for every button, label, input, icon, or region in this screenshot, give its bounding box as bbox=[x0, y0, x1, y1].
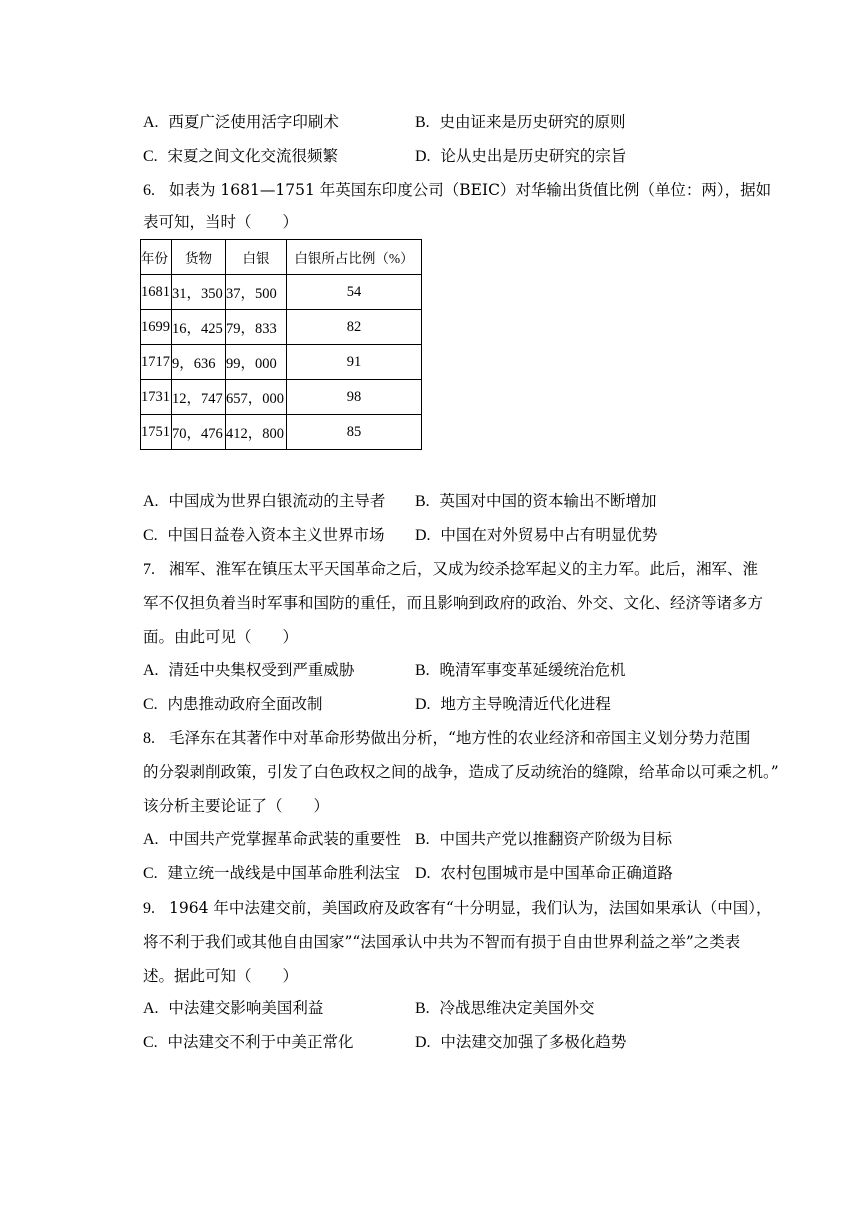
q7-option-b[interactable] bbox=[415, 658, 626, 680]
table-cell-year: 1699 bbox=[141, 310, 172, 345]
table-row bbox=[141, 415, 422, 450]
option-letter: B. bbox=[415, 1000, 430, 1017]
q5-options-row-2 bbox=[143, 144, 763, 170]
table-cell-silver: 79，833 bbox=[226, 310, 287, 345]
option-letter: D. bbox=[415, 865, 431, 882]
table-row bbox=[141, 380, 422, 415]
q8-stem-line-1 bbox=[143, 725, 763, 752]
table-header-cell: 货物 bbox=[172, 240, 226, 275]
q7-options-row-2 bbox=[143, 692, 763, 718]
option-text: 建立统一战线是中国革命胜利法宝 bbox=[167, 864, 401, 882]
q7-stem-line-2 bbox=[143, 590, 763, 616]
q8-option-c[interactable] bbox=[143, 861, 400, 883]
option-text: 中国日益卷入资本主义世界市场 bbox=[167, 526, 385, 544]
question-text: 毛泽东在其著作中对革命形势做出分析，“地方性的农业经济和帝国主义划分势力范围 bbox=[169, 729, 751, 747]
q9-stem-line-2 bbox=[143, 929, 763, 955]
option-letter: B. bbox=[415, 831, 430, 848]
q6-stem-line-2 bbox=[143, 209, 763, 235]
question-text: 面。由此可见（ ） bbox=[143, 628, 299, 646]
table-header-cell: 白银 bbox=[226, 240, 287, 275]
option-text: 晚清军事变革延缓统治危机 bbox=[439, 661, 626, 679]
question-number: 6. bbox=[143, 182, 155, 199]
option-text: 中国共产党以推翻资产阶级为目标 bbox=[439, 830, 673, 848]
q5-option-b[interactable] bbox=[415, 110, 626, 132]
table-header-row bbox=[141, 240, 422, 275]
option-letter: D. bbox=[415, 1034, 431, 1051]
option-letter: D. bbox=[415, 148, 431, 165]
option-letter: C. bbox=[143, 696, 158, 713]
q9-option-d[interactable] bbox=[415, 1030, 626, 1052]
q6-option-b[interactable] bbox=[415, 489, 657, 511]
option-letter: C. bbox=[143, 527, 158, 544]
table-cell-year: 1717 bbox=[141, 345, 172, 380]
q8-stem-line-2 bbox=[143, 759, 779, 785]
q9-stem-line-3 bbox=[143, 963, 763, 989]
q8-option-a[interactable] bbox=[143, 827, 401, 849]
q6-stem-line-1 bbox=[143, 177, 772, 204]
table-header-cell: 白银所占比例（%） bbox=[287, 240, 422, 275]
table-cell-year: 1681 bbox=[141, 275, 172, 310]
table-cell-goods: 9，636 bbox=[172, 345, 226, 380]
q7-stem-line-3 bbox=[143, 624, 763, 650]
q5-option-d[interactable] bbox=[415, 144, 626, 166]
q6-options-row-2 bbox=[143, 523, 763, 549]
q6-options-row-1 bbox=[143, 489, 763, 515]
table-cell-silver: 37，500 bbox=[226, 275, 287, 310]
q7-option-d[interactable] bbox=[415, 692, 611, 714]
q8-stem-line-3 bbox=[143, 793, 763, 819]
question-number: 7. bbox=[143, 561, 155, 578]
option-text: 中国在对外贸易中占有明显优势 bbox=[440, 526, 658, 544]
table-cell-goods: 70，476 bbox=[172, 415, 226, 450]
option-letter: D. bbox=[415, 696, 431, 713]
option-letter: C. bbox=[143, 865, 158, 882]
option-letter: B. bbox=[415, 493, 430, 510]
question-text: 湘军、淮军在镇压太平天国革命之后，又成为绞杀捻军起义的主力军。此后，湘军、淮 bbox=[169, 560, 759, 578]
option-letter: A. bbox=[143, 493, 159, 510]
option-text: 史由证来是历史研究的原则 bbox=[439, 113, 626, 131]
q9-option-c[interactable] bbox=[143, 1030, 354, 1052]
option-letter: A. bbox=[143, 1000, 159, 1017]
option-text: 论从史出是历史研究的宗旨 bbox=[440, 147, 627, 165]
option-letter: A. bbox=[143, 114, 159, 131]
q7-options-row-1 bbox=[143, 658, 763, 684]
option-letter: A. bbox=[143, 831, 159, 848]
q6-option-a[interactable] bbox=[143, 489, 385, 511]
q7-option-a[interactable] bbox=[143, 658, 354, 680]
option-text: 中国成为世界白银流动的主导者 bbox=[168, 492, 386, 510]
option-letter: D. bbox=[415, 527, 431, 544]
question-text: 如表为 1681—1751 年英国东印度公司（BEIC）对华输出货值比例（单位：两），据如 bbox=[169, 181, 772, 199]
table-cell-goods: 12，747 bbox=[172, 380, 226, 415]
q9-option-a[interactable] bbox=[143, 996, 323, 1018]
q5-options-row-1 bbox=[143, 110, 763, 136]
question-text: 军不仅担负着当时军事和国防的重任，而且影响到政府的政治、外交、文化、经济等诸多方 bbox=[143, 594, 764, 612]
q9-options-row-1 bbox=[143, 996, 763, 1022]
q8-option-b[interactable] bbox=[415, 827, 672, 849]
q8-options-row-2 bbox=[143, 861, 763, 887]
option-text: 英国对中国的资本输出不断增加 bbox=[439, 492, 657, 510]
table-cell-year: 1731 bbox=[141, 380, 172, 415]
question-text: 该分析主要论证了（ ） bbox=[143, 797, 330, 815]
table-cell-silver: 412，800 bbox=[226, 415, 287, 450]
option-letter: A. bbox=[143, 662, 159, 679]
table-cell-ratio: 91 bbox=[287, 345, 422, 380]
q9-option-b[interactable] bbox=[415, 996, 595, 1018]
table-header-cell: 年份 bbox=[141, 240, 172, 275]
q6-option-c[interactable] bbox=[143, 523, 385, 545]
question-text: 1964 年中法建交前，美国政府及政客有“十分明显，我们认为，法国如果承认（中国）， bbox=[169, 899, 772, 917]
option-text: 中法建交影响美国利益 bbox=[168, 999, 324, 1017]
option-text: 地方主导晚清近代化进程 bbox=[440, 695, 611, 713]
table-cell-goods: 16，425 bbox=[172, 310, 226, 345]
question-text: 述。据此可知（ ） bbox=[143, 967, 299, 985]
question-number: 8. bbox=[143, 730, 155, 747]
question-text: 表可知，当时（ ） bbox=[143, 213, 299, 231]
q5-option-a[interactable] bbox=[143, 110, 339, 132]
option-letter: C. bbox=[143, 148, 158, 165]
table-cell-ratio: 98 bbox=[287, 380, 422, 415]
option-text: 宋夏之间文化交流很频繁 bbox=[167, 147, 339, 165]
table-cell-ratio: 85 bbox=[287, 415, 422, 450]
option-letter: B. bbox=[415, 114, 430, 131]
question-text: 将不利于我们或其他自由国家”“法国承认中共为不智而有损于自由世界利益之举”之类表 bbox=[143, 933, 741, 951]
option-text: 内患推动政府全面改制 bbox=[167, 695, 323, 713]
table-row bbox=[141, 275, 422, 310]
option-text: 清廷中央集权受到严重威胁 bbox=[168, 661, 355, 679]
option-text: 农村包围城市是中国革命正确道路 bbox=[440, 864, 673, 882]
q6-option-d[interactable] bbox=[415, 523, 657, 545]
option-text: 西夏广泛使用活字印刷术 bbox=[168, 113, 339, 131]
q8-option-d[interactable] bbox=[415, 861, 673, 883]
table-row bbox=[141, 345, 422, 380]
q7-stem-line-1 bbox=[143, 556, 763, 583]
option-text: 中国共产党掌握革命武装的重要性 bbox=[168, 830, 401, 848]
option-letter: B. bbox=[415, 662, 430, 679]
option-letter: C. bbox=[143, 1034, 158, 1051]
table-cell-year: 1751 bbox=[141, 415, 172, 450]
table-cell-silver: 99，000 bbox=[226, 345, 287, 380]
table-row bbox=[141, 310, 422, 345]
table-cell-ratio: 82 bbox=[287, 310, 422, 345]
q9-options-row-2 bbox=[143, 1030, 763, 1056]
q5-option-c[interactable] bbox=[143, 144, 338, 166]
question-number: 9. bbox=[143, 900, 155, 917]
q8-options-row-1 bbox=[143, 827, 763, 853]
q9-stem-line-1 bbox=[143, 895, 772, 922]
q7-option-c[interactable] bbox=[143, 692, 323, 714]
table-cell-ratio: 54 bbox=[287, 275, 422, 310]
table-cell-silver: 657，000 bbox=[226, 380, 287, 415]
option-text: 冷战思维决定美国外交 bbox=[439, 999, 595, 1017]
option-text: 中法建交不利于中美正常化 bbox=[167, 1033, 354, 1051]
q6-data-table bbox=[140, 239, 422, 450]
option-text: 中法建交加强了多极化趋势 bbox=[440, 1033, 627, 1051]
question-text: 的分裂剥削政策，引发了白色政权之间的战争，造成了反动统治的缝隙，给革命以可乘之机。” bbox=[143, 763, 779, 781]
table-cell-goods: 31，350 bbox=[172, 275, 226, 310]
